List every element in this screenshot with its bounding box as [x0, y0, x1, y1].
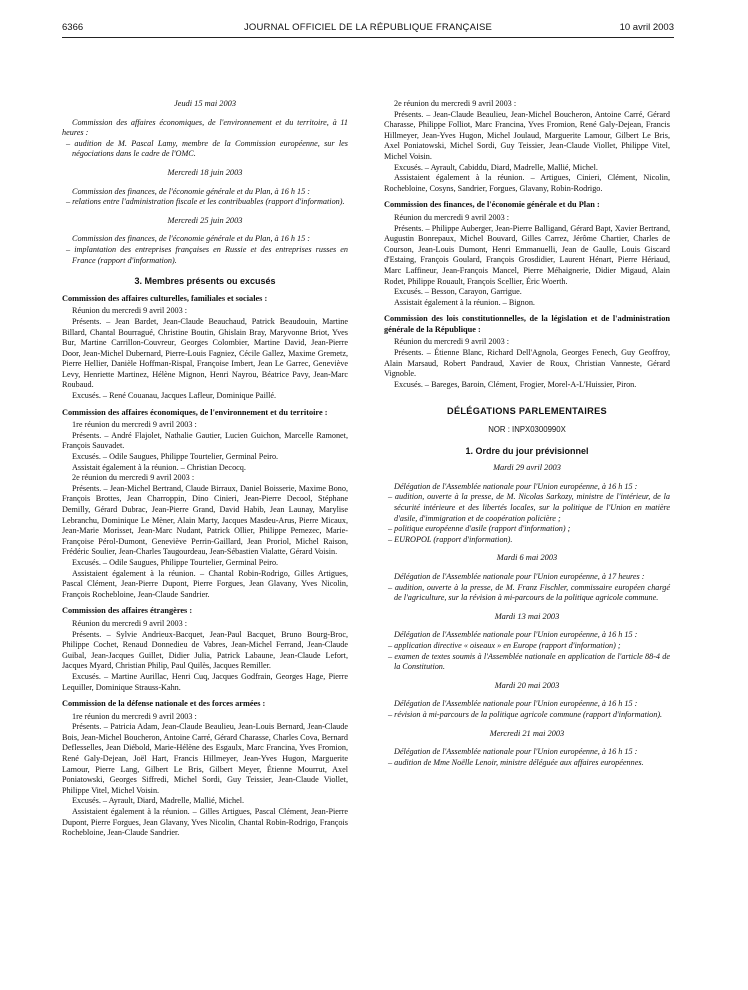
agenda-item: – relations entre l'administration fiscale et les contribuables (rapport d'information).	[66, 197, 345, 207]
meeting-line: Réunion du mercredi 9 avril 2003 :	[72, 618, 188, 628]
agenda-item: – application directive « oiseaux » en Europe (rapport d'information) ;	[388, 640, 621, 650]
presents-list: Présents. – Jean-Michel Bertrand, Claude Birraux, Daniel Boisserie, Maxime Bono, François Brottes, Jean Charroppin, Dino Cinieri, Jean-Pierre Decool, Stéphane Demilly, Gérard Dubrac, Jean-Pierre Grand, David Habib, Jean Launay, Marylise Lebranchu, Dominique Le Mèner, Alain Marty, Jacques Masdeu-Arus, Pierre Micaux, Jean-Marie Morisset, Jean-Marc Nudant, Patrick Ollier, Philippe Pemezec, Marie-Françoise Pérol-Dumont, Geneviève Perrin-Gaillard, Jean Proriol, Michel Raison, Frédéric Soulier, Jean-Charles Taugourdeau, Jean-Sébastien Vialatte, Gérard Voisin.	[62, 483, 348, 557]
assist-list: Assistaient également à la réunion. – Artigues, Cinieri, Clément, Nicolin, Rochebloine, Cosyns, Sandrier, Forgues, Glavany, Robin-Rodrigo.	[384, 173, 670, 193]
agenda-commission: Commission des finances, de l'économie générale et du Plan, à 16 h 15 :	[72, 186, 311, 196]
delegations-heading: DÉLÉGATIONS PARLEMENTAIRES	[447, 406, 607, 417]
journal-title: JOURNAL OFFICIEL DE LA RÉPUBLIQUE FRANÇAISE	[243, 22, 493, 33]
agenda-item: – révision à mi-parcours de la politique agricole commune (rapport d'information).	[388, 709, 663, 719]
agenda-date: Mardi 13 mai 2003	[494, 611, 560, 621]
meeting-line: 1re réunion du mercredi 9 avril 2003 :	[72, 420, 197, 430]
agenda-item: – implantation des entreprises françaises en Russie et des entreprises russes en France (rapport d'information).	[66, 244, 348, 265]
delegation-line: Délégation de l'Assemblée nationale pour l'Union européenne, à 16 h 15 :	[394, 699, 638, 709]
excuses-list: Excusés. – Odile Saugues, Philippe Tourtelier, Germinal Peiro.	[72, 452, 279, 462]
meeting-line: Réunion du mercredi 9 avril 2003 :	[394, 212, 510, 222]
delegation-line: Délégation de l'Assemblée nationale pour l'Union européenne, à 17 heures :	[394, 571, 645, 581]
meeting-line: Réunion du mercredi 9 avril 2003 :	[394, 337, 510, 347]
nor-reference: NOR : INPX0300990X	[488, 425, 566, 435]
meeting-line: 1re réunion du mercredi 9 avril 2003 :	[72, 711, 197, 721]
meeting-line: Réunion du mercredi 9 avril 2003 :	[72, 306, 188, 316]
agenda-date: Mercredi 25 juin 2003	[167, 215, 243, 225]
commission-title: Commission des finances, de l'économie générale et du Plan :	[384, 200, 600, 210]
commission-title: Commission des lois constitutionnelles, de la législation et de l'administration générale de la République :	[384, 314, 670, 334]
excuses-list: Excusés. – Bareges, Baroin, Clément, Frogier, Morel-A-L'Huissier, Piron.	[394, 379, 637, 389]
agenda-date: Jeudi 15 mai 2003	[173, 99, 237, 108]
delegation-line: Délégation de l'Assemblée nationale pour l'Union européenne, à 16 h 15 :	[394, 481, 638, 491]
agenda-date: Mercredi 18 juin 2003	[167, 167, 243, 177]
presents-list: Présents. – André Flajolet, Nathalie Gautier, Lucien Guichon, Marcelle Ramonet, François Sauvadet.	[62, 430, 348, 451]
commission-title: Commission de la défense nationale et des forces armées :	[62, 699, 266, 709]
agenda-item: – politique européenne d'asile (rapport d'information) ;	[388, 524, 571, 534]
commission-title: Commission des affaires culturelles, familiales et sociales :	[62, 293, 268, 303]
agenda-date: Mardi 29 avril 2003	[493, 463, 561, 473]
right-column	[384, 99, 670, 768]
delegation-line: Délégation de l'Assemblée nationale pour l'Union européenne, à 16 h 15 :	[394, 747, 638, 757]
left-column	[62, 99, 348, 839]
meeting-line: 2e réunion du mercredi 9 avril 2003 :	[394, 99, 517, 108]
delegation-line: Délégation de l'Assemblée nationale pour l'Union européenne, à 16 h 15 :	[394, 630, 638, 640]
assist-list: Assistaient également à la réunion. – Gilles Artigues, Pascal Clément, Jean-Pierre Dupont, Pierre Forgues, Jean Glavany, Yves Nicolin, Chantal Robin-Rodrigo, François Rochebloine, Jean-Claude Sandrier.	[62, 807, 348, 838]
excuses-list: Excusés. – Martine Aurillac, Henri Cuq, Jacques Godfrain, Georges Hage, Pierre Lequiller, Dominique Strauss-Kahn.	[62, 671, 348, 692]
agenda-item: – audition, ouverte à la presse, de M. Nicolas Sarkozy, ministre de l'intérieur, de la sécurité intérieure et des libertés locales, sur la politique de l'Union en matière d'asile, d'immigration et de coopération policière ;	[388, 492, 670, 523]
agenda-item: – audition de Mme Noëlle Lenoir, ministre déléguée aux affaires européennes.	[388, 757, 644, 767]
agenda-date: Mercredi 21 mai 2003	[489, 728, 565, 738]
agenda-commission: Commission des finances, de l'économie générale et du Plan, à 16 h 15 :	[72, 234, 311, 244]
section-heading: 3. Membres présents ou excusés	[134, 276, 276, 287]
excuses-list: Excusés. – Odile Saugues, Philippe Tourtelier, Germinal Peiro.	[72, 557, 279, 567]
issue-date: 10 avril 2003	[619, 22, 674, 33]
agenda-date: Mardi 6 mai 2003	[496, 553, 558, 563]
assist-list: Assistait également à la réunion. – Christian Decocq.	[72, 462, 246, 472]
meeting-line: 2e réunion du mercredi 9 avril 2003 :	[72, 473, 195, 483]
commission-title: Commission des affaires étrangères :	[62, 606, 193, 616]
presents-list: Présents. – Patricia Adam, Jean-Claude Beaulieu, Jean-Louis Bernard, Jean-Claude Bois, Jean-Michel Boucheron, Antoine Carré, Gérard Charasse, Charles Cova, Bernard Deflesselles, Jean Diébold, Marie-Hélène des Esgaulx, Marc Francina, Yves Fromion, René Galy-Dejean, Joël Hart, Francis Hillmeyer, Jean-Yves Hugon, Marguerite Lamour, Pierre Lang, Gilbert Le Bris, Gilbert Meyer, Étienne Mourrut, Axel Poniatowski, Georges Siffredi, Michel Sordi, Guy Teissier, Jean-Claude Viollet, Philippe Vitel, Michel Voisin.	[62, 722, 348, 795]
presents-list: Présents. – Philippe Auberger, Jean-Pierre Balligand, Gérard Bapt, Xavier Bertrand, Augustin Bonrepaux, Michel Bouvard, Gilles Carrez, Jérôme Chartier, Charles de Courson, Jean-Louis Dumont, Henri Emmanuelli, Jean de Gaulle, Louis Giscard d'Estaing, François Goulard, François Grosdidier, Laurent Hénart, Pierre Hériaud, Marc Laffineur, Jean-François Mancel, Pierre Méhaignerie, Didier Migaud, Alain Rodet, Philippe Rouault, François Scellier, Éric Woerth.	[384, 223, 670, 286]
presents-list: Présents. – Étienne Blanc, Richard Dell'Agnola, Georges Fenech, Guy Geoffroy, Alain Marsaud, Robert Pandraud, Xavier de Roux, Christian Vanneste, Gérard Vignoble.	[384, 348, 670, 379]
page-header	[62, 22, 674, 38]
excuses-list: Excusés. – René Couanau, Jacques Lafleur, Dominique Paillé.	[72, 391, 277, 401]
agenda-item: – audition, ouverte à la presse, de M. Franz Fischler, commissaire européen chargé de l'agriculture, sur la révision à mi-parcours de la politique agricole commune.	[388, 582, 670, 603]
agenda-commission: Commission des affaires économiques, de l'environnement et du territoire, à 11 heures :	[62, 117, 348, 138]
page-number: 6366	[62, 22, 84, 33]
header-rule	[62, 37, 674, 38]
agenda-item: – audition de M. Pascal Lamy, membre de la Commission européenne, sur les négociations dans le cadre de l'OMC.	[66, 138, 348, 159]
presents-list: Présents. – Jean-Claude Beaulieu, Jean-Michel Boucheron, Antoine Carré, Gérard Charasse, Philippe Folliot, Marc Francina, Yves Fromion, René Galy-Dejean, Francis Hillmeyer, Jean-Yves Hugon, Michel Joulaud, Marguerite Lamour, Gilbert Le Bris, Axel Poniatowski, Michel Sordi, Guy Teissier, Jean-Claude Viollet, Philippe Vitel, Michel Voisin.	[384, 109, 670, 161]
assist-list: Assistaient également à la réunion. – Chantal Robin-Rodrigo, Gilles Artigues, Pascal Clément, Jean-Pierre Dupont, Pierre Forgues, Jean Glavany, Yves Nicolin, François Rochebloine, Jean-Claude Sandrier.	[62, 568, 348, 599]
excuses-list: Excusés. – Ayrault, Cabiddu, Diard, Madrelle, Mallié, Michel.	[394, 162, 598, 172]
assist-list: Assistait également à la réunion. – Bignon.	[394, 297, 535, 307]
agenda-item: – examen de textes soumis à l'Assemblée nationale en application de l'article 88-4 de la Constitution.	[388, 651, 670, 672]
section-heading: 1. Ordre du jour prévisionnel	[465, 445, 589, 456]
excuses-list: Excusés. – Ayrault, Diard, Madrelle, Mallié, Michel.	[72, 796, 245, 806]
agenda-item: – EUROPOL (rapport d'information).	[388, 534, 513, 544]
excuses-list: Excusés. – Besson, Carayon, Garrigue.	[394, 287, 522, 297]
agenda-date: Mardi 20 mai 2003	[494, 680, 560, 690]
commission-title: Commission des affaires économiques, de l'environnement et du territoire :	[62, 407, 328, 417]
presents-list: Présents. – Sylvie Andrieux-Bacquet, Jean-Paul Bacquet, Bruno Bourg-Broc, Philippe Cochet, Renaud Donnedieu de Vabres, Jean-Michel Ferrand, Jean-Claude Guibal, Jean-Jacques Guillet, Didier Julia, Patrick Labaune, Jean-Claude Lefort, Jacques Myard, Christian Philip, Paul Quilès, Jacques Remiller.	[62, 629, 348, 671]
presents-list: Présents. – Jean Bardet, Jean-Claude Beauchaud, Patrick Beaudouin, Martine Billard, Chantal Bourragué, Christine Boutin, Ghislain Bray, Maryvonne Briot, Yves Bur, Martine Carrillon-Couvreur, Georges Colombier, Martine David, Jean-Pierre Door, Jean-Michel Dubernard, Pierre-Louis Fagniez, Cécile Gallez, Maxime Gremetz, Pierre Hellier, Danièle Hoffman-Rispal, Françoise Imbert, Jean Le Garrec, Geneviève Levy, Henriette Martinez, Hélène Mignon, Henri Nayrou, Béatrice Pavy, Jean-Marc Roubaud.	[62, 316, 348, 390]
